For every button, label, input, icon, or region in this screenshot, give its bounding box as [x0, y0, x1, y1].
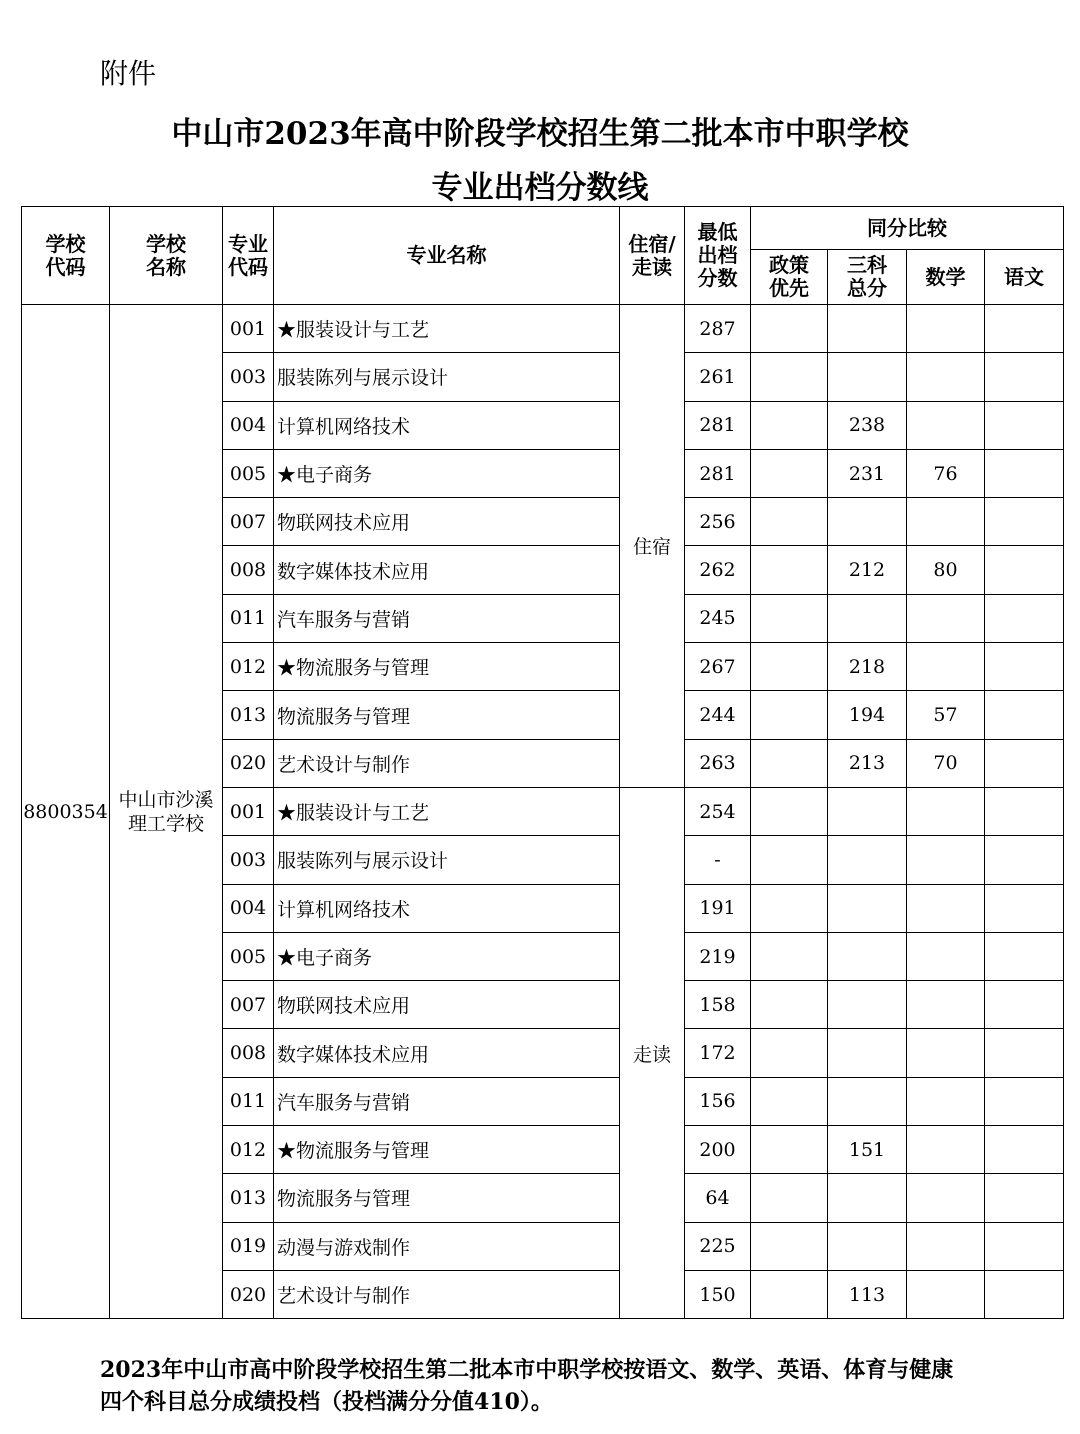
chinese-cell — [985, 691, 1064, 739]
chinese-cell — [985, 449, 1064, 497]
policy-cell — [751, 305, 828, 353]
math-cell — [907, 305, 985, 353]
major-code-cell: 001 — [223, 787, 274, 835]
chinese-cell — [985, 1126, 1064, 1174]
min-score-cell: 262 — [685, 546, 751, 594]
chinese-cell — [985, 1222, 1064, 1270]
major-code-cell: 004 — [223, 401, 274, 449]
header-chinese: 语文 — [985, 250, 1064, 305]
math-cell — [907, 787, 985, 835]
major-name-cell: 艺术设计与制作 — [274, 739, 620, 787]
policy-cell — [751, 691, 828, 739]
major-name-cell: ★物流服务与管理 — [274, 1126, 620, 1174]
chinese-cell — [985, 739, 1064, 787]
attachment-label: 附件 — [100, 57, 157, 90]
major-name-cell: 物流服务与管理 — [274, 691, 620, 739]
school-code-cell: 8800354 — [22, 305, 110, 1319]
min-score-cell: 64 — [685, 1174, 751, 1222]
math-cell — [907, 884, 985, 932]
three-total-cell: 194 — [828, 691, 907, 739]
score-table — [21, 206, 1064, 1319]
policy-cell — [751, 1270, 828, 1318]
min-score-cell: 254 — [685, 787, 751, 835]
footnote — [100, 1354, 953, 1418]
three-total-cell — [828, 498, 907, 546]
policy-cell — [751, 739, 828, 787]
three-total-cell — [828, 787, 907, 835]
min-score-cell: 225 — [685, 1222, 751, 1270]
major-name-cell: ★服装设计与工艺 — [274, 787, 620, 835]
major-code-cell: 007 — [223, 498, 274, 546]
three-total-cell — [828, 594, 907, 642]
min-score-cell: 245 — [685, 594, 751, 642]
major-name-cell: 服装陈列与展示设计 — [274, 836, 620, 884]
math-cell: 70 — [907, 739, 985, 787]
policy-cell — [751, 1077, 828, 1125]
major-code-cell: 005 — [223, 932, 274, 980]
min-score-cell: 267 — [685, 643, 751, 691]
chinese-cell — [985, 401, 1064, 449]
three-total-cell — [828, 305, 907, 353]
three-total-cell — [828, 836, 907, 884]
school-name-cell: 中山市沙溪 理工学校 — [110, 305, 223, 1319]
math-cell: 57 — [907, 691, 985, 739]
doc-title-line1: 中山市2023年高中阶段学校招生第二批本市中职学校 — [171, 116, 909, 152]
math-cell — [907, 932, 985, 980]
major-code-cell: 008 — [223, 1029, 274, 1077]
major-name-cell: ★物流服务与管理 — [274, 643, 620, 691]
policy-cell — [751, 401, 828, 449]
header-tie-compare: 同分比较 — [751, 207, 1064, 250]
major-code-cell: 003 — [223, 353, 274, 401]
major-name-cell: ★服装设计与工艺 — [274, 305, 620, 353]
min-score-cell: 200 — [685, 1126, 751, 1174]
math-cell — [907, 401, 985, 449]
policy-cell — [751, 884, 828, 932]
policy-cell — [751, 498, 828, 546]
major-code-cell: 020 — [223, 1270, 274, 1318]
doc-title-line2: 专业出档分数线 — [431, 170, 649, 206]
policy-cell — [751, 836, 828, 884]
min-score-cell: 261 — [685, 353, 751, 401]
major-code-cell: 012 — [223, 643, 274, 691]
min-score-cell: 281 — [685, 401, 751, 449]
major-code-cell: 019 — [223, 1222, 274, 1270]
policy-cell — [751, 353, 828, 401]
math-cell — [907, 1174, 985, 1222]
math-cell — [907, 353, 985, 401]
min-score-cell: - — [685, 836, 751, 884]
major-name-cell: 物联网技术应用 — [274, 981, 620, 1029]
math-cell — [907, 1029, 985, 1077]
three-total-cell — [828, 1174, 907, 1222]
three-total-cell — [828, 353, 907, 401]
major-code-cell: 013 — [223, 1174, 274, 1222]
min-score-cell: 219 — [685, 932, 751, 980]
header-major-code: 专业 代码 — [223, 207, 274, 305]
min-score-cell: 256 — [685, 498, 751, 546]
major-name-cell: ★电子商务 — [274, 932, 620, 980]
math-cell — [907, 981, 985, 1029]
three-total-cell — [828, 884, 907, 932]
three-total-cell — [828, 1029, 907, 1077]
chinese-cell — [985, 787, 1064, 835]
major-name-cell: 汽车服务与营销 — [274, 1077, 620, 1125]
three-total-cell — [828, 1077, 907, 1125]
chinese-cell — [985, 836, 1064, 884]
board-mode-cell: 住宿 — [620, 305, 685, 788]
chinese-cell — [985, 546, 1064, 594]
major-name-cell: 物流服务与管理 — [274, 1174, 620, 1222]
header-school-code: 学校 代码 — [22, 207, 110, 305]
min-score-cell: 263 — [685, 739, 751, 787]
chinese-cell — [985, 353, 1064, 401]
chinese-cell — [985, 1174, 1064, 1222]
major-code-cell: 012 — [223, 1126, 274, 1174]
policy-cell — [751, 449, 828, 497]
header-major-name: 专业名称 — [274, 207, 620, 305]
three-total-cell: 151 — [828, 1126, 907, 1174]
policy-cell — [751, 1174, 828, 1222]
math-cell: 80 — [907, 546, 985, 594]
three-total-cell — [828, 981, 907, 1029]
three-total-cell: 238 — [828, 401, 907, 449]
header-min-score: 最低 出档 分数 — [685, 207, 751, 305]
chinese-cell — [985, 643, 1064, 691]
major-code-cell: 020 — [223, 739, 274, 787]
chinese-cell — [985, 884, 1064, 932]
major-name-cell: 艺术设计与制作 — [274, 1270, 620, 1318]
policy-cell — [751, 594, 828, 642]
header-school-name: 学校 名称 — [110, 207, 223, 305]
chinese-cell — [985, 1029, 1064, 1077]
min-score-cell: 191 — [685, 884, 751, 932]
chinese-cell — [985, 498, 1064, 546]
math-cell — [907, 594, 985, 642]
three-total-cell: 212 — [828, 546, 907, 594]
major-code-cell: 007 — [223, 981, 274, 1029]
board-mode-cell: 走读 — [620, 787, 685, 1318]
policy-cell — [751, 1029, 828, 1077]
major-code-cell: 013 — [223, 691, 274, 739]
major-name-cell: 数字媒体技术应用 — [274, 1029, 620, 1077]
major-name-cell: 动漫与游戏制作 — [274, 1222, 620, 1270]
major-code-cell: 011 — [223, 594, 274, 642]
major-name-cell: 汽车服务与营销 — [274, 594, 620, 642]
three-total-cell: 218 — [828, 643, 907, 691]
chinese-cell — [985, 981, 1064, 1029]
min-score-cell: 287 — [685, 305, 751, 353]
three-total-cell: 231 — [828, 449, 907, 497]
table-header — [22, 207, 1064, 305]
policy-cell — [751, 1222, 828, 1270]
major-code-cell: 005 — [223, 449, 274, 497]
header-policy: 政策 优先 — [751, 250, 828, 305]
policy-cell — [751, 643, 828, 691]
min-score-cell: 150 — [685, 1270, 751, 1318]
math-cell — [907, 1222, 985, 1270]
three-total-cell: 113 — [828, 1270, 907, 1318]
min-score-cell: 172 — [685, 1029, 751, 1077]
policy-cell — [751, 981, 828, 1029]
policy-cell — [751, 932, 828, 980]
major-name-cell: 计算机网络技术 — [274, 884, 620, 932]
major-name-cell: 服装陈列与展示设计 — [274, 353, 620, 401]
table-body — [22, 305, 1064, 1319]
chinese-cell — [985, 1077, 1064, 1125]
min-score-cell: 156 — [685, 1077, 751, 1125]
min-score-cell: 244 — [685, 691, 751, 739]
math-cell — [907, 1077, 985, 1125]
header-math: 数学 — [907, 250, 985, 305]
min-score-cell: 281 — [685, 449, 751, 497]
header-three-total: 三科 总分 — [828, 250, 907, 305]
header-board: 住宿/ 走读 — [620, 207, 685, 305]
policy-cell — [751, 1126, 828, 1174]
major-name-cell: 物联网技术应用 — [274, 498, 620, 546]
chinese-cell — [985, 594, 1064, 642]
min-score-cell: 158 — [685, 981, 751, 1029]
major-code-cell: 008 — [223, 546, 274, 594]
math-cell — [907, 643, 985, 691]
footnote-line2: 四个科目总分成绩投档（投档满分分值410）。 — [100, 1389, 553, 1415]
footnote-line1: 2023年中山市高中阶段学校招生第二批本市中职学校按语文、数学、英语、体育与健康 — [100, 1357, 954, 1383]
major-code-cell: 004 — [223, 884, 274, 932]
major-code-cell: 001 — [223, 305, 274, 353]
math-cell — [907, 498, 985, 546]
major-name-cell: ★电子商务 — [274, 449, 620, 497]
chinese-cell — [985, 1270, 1064, 1318]
chinese-cell — [985, 305, 1064, 353]
major-code-cell: 003 — [223, 836, 274, 884]
policy-cell — [751, 787, 828, 835]
three-total-cell — [828, 932, 907, 980]
math-cell — [907, 836, 985, 884]
major-name-cell: 数字媒体技术应用 — [274, 546, 620, 594]
math-cell: 76 — [907, 449, 985, 497]
math-cell — [907, 1270, 985, 1318]
table-row — [22, 305, 1064, 353]
three-total-cell: 213 — [828, 739, 907, 787]
math-cell — [907, 1126, 985, 1174]
major-name-cell: 计算机网络技术 — [274, 401, 620, 449]
major-code-cell: 011 — [223, 1077, 274, 1125]
three-total-cell — [828, 1222, 907, 1270]
policy-cell — [751, 546, 828, 594]
chinese-cell — [985, 932, 1064, 980]
